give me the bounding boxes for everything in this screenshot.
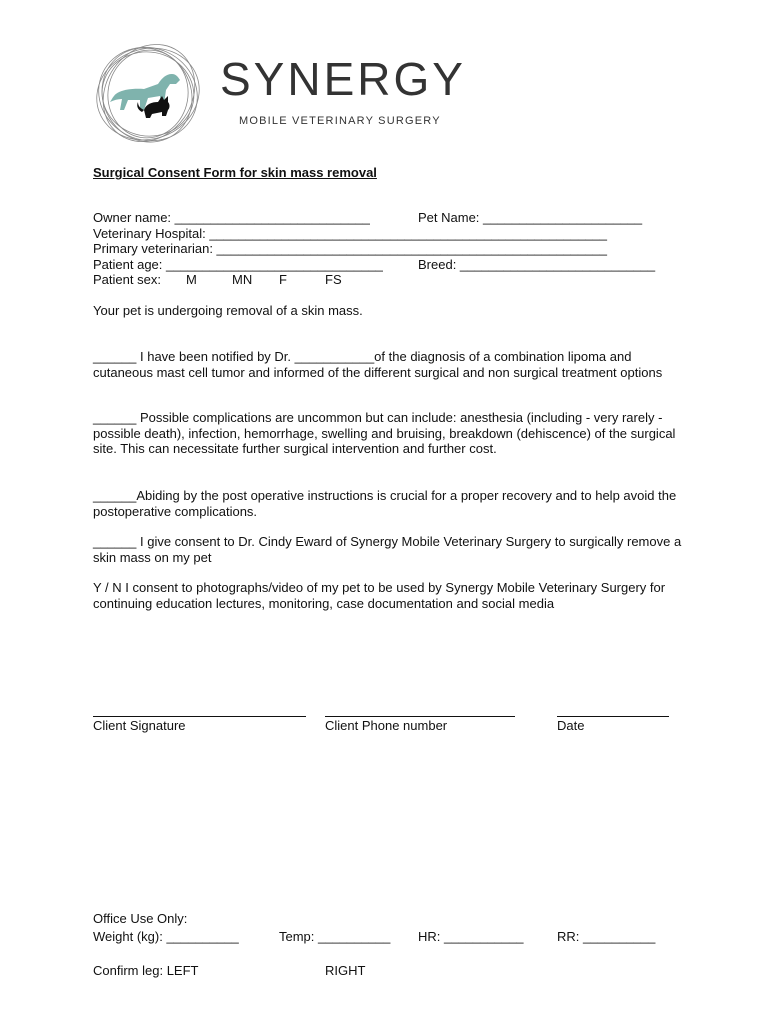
sex-option-mn[interactable]: MN [232, 272, 253, 287]
date-line[interactable] [557, 716, 669, 717]
intro-text: Your pet is undergoing removal of a skin mass. [93, 303, 363, 318]
form-title: Surgical Consent Form for skin mass removal [93, 165, 377, 180]
confirm-leg-left[interactable]: Confirm leg: LEFT [93, 963, 199, 978]
office-use-heading: Office Use Only: [93, 911, 188, 926]
weight-field[interactable]: Weight (kg): __________ [93, 929, 239, 944]
owner-name-field[interactable]: Owner name: ___________________________ [93, 210, 370, 225]
confirm-leg-right[interactable]: RIGHT [325, 963, 366, 978]
sex-option-f[interactable]: F [279, 272, 287, 287]
client-phone-line[interactable] [325, 716, 515, 717]
primary-veterinarian-field[interactable]: Primary veterinarian: ______________________________________________________ [93, 241, 607, 256]
consent-surgery-paragraph: ______ I give consent to Dr. Cindy Eward of Synergy Mobile Veterinary Surgery to surgically remove a skin mass on my pet [93, 534, 682, 565]
breed-field[interactable]: Breed: ___________________________ [418, 257, 656, 272]
sex-option-fs[interactable]: FS [325, 272, 342, 287]
temp-field[interactable]: Temp: __________ [279, 929, 391, 944]
client-signature-line[interactable] [93, 716, 306, 717]
consent-photos-paragraph: Y / N I consent to photographs/video of my pet to be used by Synergy Mobile Veterinary Surgery for continuing education lectures, monitoring, case documentation and social media [93, 580, 666, 611]
client-phone-label: Client Phone number [325, 718, 448, 733]
sex-option-m[interactable]: M [186, 272, 197, 287]
patient-sex-label: Patient sex: [93, 272, 161, 287]
veterinary-hospital-field[interactable]: Veterinary Hospital: _______________________________________________________ [93, 226, 607, 241]
client-signature-label: Client Signature [93, 718, 186, 733]
rr-field[interactable]: RR: __________ [557, 929, 656, 944]
consent-complications-paragraph: ______ Possible complications are uncommon but can include: anesthesia (including - very rarely - possible death), infection, hemorrhage, swelling and bruising, breakdown (dehiscence) of the surgical site. This can necessitate further surgical intervention and further cost. [93, 410, 676, 456]
brand-tagline: MOBILE VETERINARY SURGERY [239, 115, 441, 127]
pet-name-field[interactable]: Pet Name: ______________________ [418, 210, 643, 225]
hr-field[interactable]: HR: ___________ [418, 929, 524, 944]
brand-name: SYNERGY [220, 53, 466, 105]
synergy-logo-icon [92, 44, 204, 144]
consent-diagnosis-paragraph: ______ I have been notified by Dr. ___________of the diagnosis of a combination lipoma and cutaneous mast cell tumor and informed of the different surgical and non surgical treatment options [93, 349, 663, 380]
consent-instructions-paragraph: ______Abiding by the post operative instructions is crucial for a proper recovery and to help avoid the postoperative complications. [93, 488, 677, 519]
patient-age-field[interactable]: Patient age: ______________________________ [93, 257, 383, 272]
date-label: Date [557, 718, 585, 733]
